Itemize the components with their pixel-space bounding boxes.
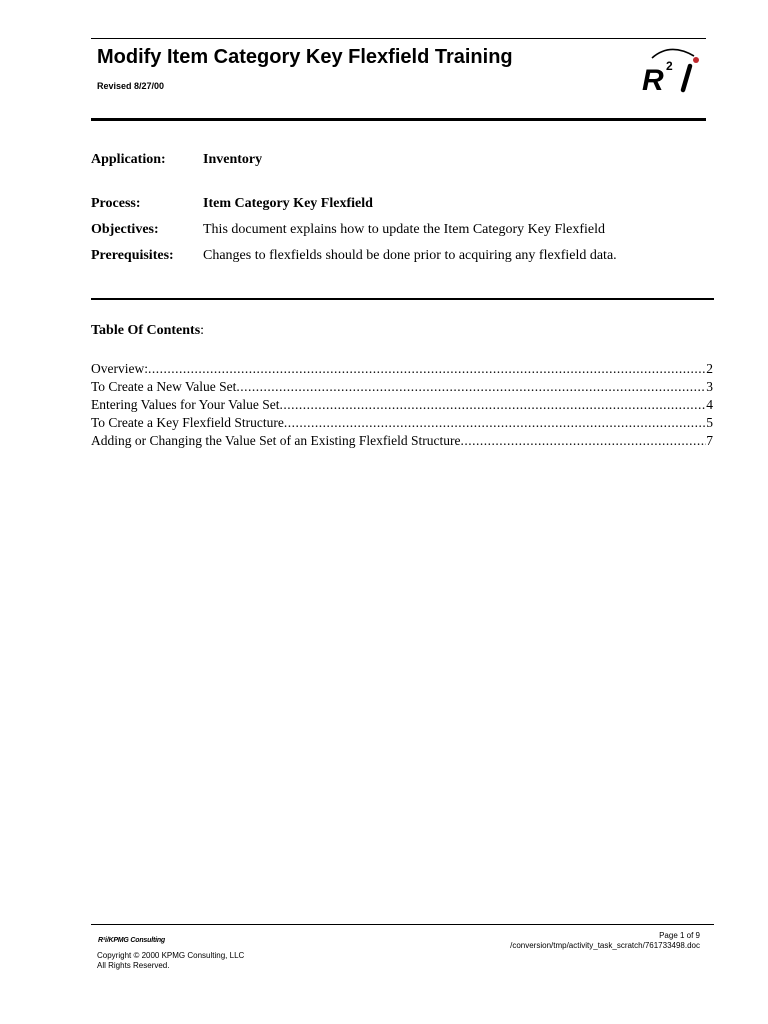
- process-value: Item Category Key Flexfield: [203, 196, 373, 211]
- toc-entry-overview[interactable]: [91, 360, 713, 378]
- toc-leader-dots: [460, 432, 706, 450]
- toc-entry-title: Adding or Changing the Value Set of an Existing Flexfield Structure: [91, 433, 461, 448]
- toc-entry-page: 7: [706, 433, 713, 448]
- r2i-logo: [640, 44, 702, 94]
- toc-entry-page: 2: [706, 361, 713, 376]
- toc-entry-new-value-set[interactable]: [91, 378, 713, 396]
- prerequisites-value: Changes to flexfields should be done prior to acquiring any flexfield data.: [203, 248, 617, 263]
- application-value: Inventory: [203, 152, 263, 167]
- table-of-contents: [91, 360, 713, 450]
- page-number: Page 1 of 9: [659, 931, 700, 940]
- footer-page-info: [510, 931, 700, 951]
- logo-letter-r: R: [642, 64, 664, 94]
- toc-heading-colon: :: [200, 323, 205, 338]
- section-divider: [91, 298, 714, 300]
- logo-accent-dot: [693, 57, 699, 63]
- toc-entry-title: To Create a Key Flexfield Structure: [91, 415, 284, 430]
- r2i-logo-graphic: [640, 44, 702, 94]
- objectives-label: Objectives:: [91, 222, 159, 237]
- rights-line: All Rights Reserved.: [97, 961, 170, 970]
- logo-superscript: 2: [666, 59, 673, 73]
- toc-entry-page: 3: [706, 379, 713, 394]
- application-label: Application:: [91, 152, 166, 167]
- toc-leader-dots: [148, 360, 706, 378]
- toc-entry-title: Overview:: [91, 361, 148, 376]
- toc-entry-title: Entering Values for Your Value Set: [91, 397, 280, 412]
- footer-rule: [91, 924, 714, 925]
- objectives-value: This document explains how to update the Item Category Key Flexfield: [203, 222, 606, 237]
- footer-copyright: [97, 951, 244, 971]
- toc-entry-key-flexfield-structure[interactable]: [91, 414, 713, 432]
- toc-entry-title: To Create a New Value Set: [91, 379, 237, 394]
- copyright-line: Copyright © 2000 KPMG Consulting, LLC: [97, 951, 245, 960]
- header-top-rule: [91, 38, 706, 39]
- toc-leader-dots: [280, 396, 707, 414]
- toc-entry-page: 4: [706, 397, 713, 412]
- toc-entry-changing-value-set[interactable]: [91, 432, 713, 450]
- toc-entry-entering-values[interactable]: [91, 396, 713, 414]
- footer-brand-logo: R²i/KPMG Consulting: [98, 937, 165, 944]
- toc-leader-dots: [284, 414, 706, 432]
- toc-heading: [91, 323, 204, 339]
- toc-entry-page: 5: [706, 415, 713, 430]
- toc-leader-dots: [236, 378, 706, 396]
- toc-heading-text: Table Of Contents: [91, 323, 201, 338]
- file-path: /conversion/tmp/activity_task_scratch/761733498.doc: [510, 941, 700, 950]
- process-label: Process:: [91, 196, 141, 211]
- header-bottom-rule: [91, 118, 706, 121]
- prerequisites-label: Prerequisites:: [91, 248, 174, 263]
- document-title: Modify Item Category Key Flexfield Training: [97, 46, 513, 68]
- revised-date: Revised 8/27/00: [97, 81, 165, 91]
